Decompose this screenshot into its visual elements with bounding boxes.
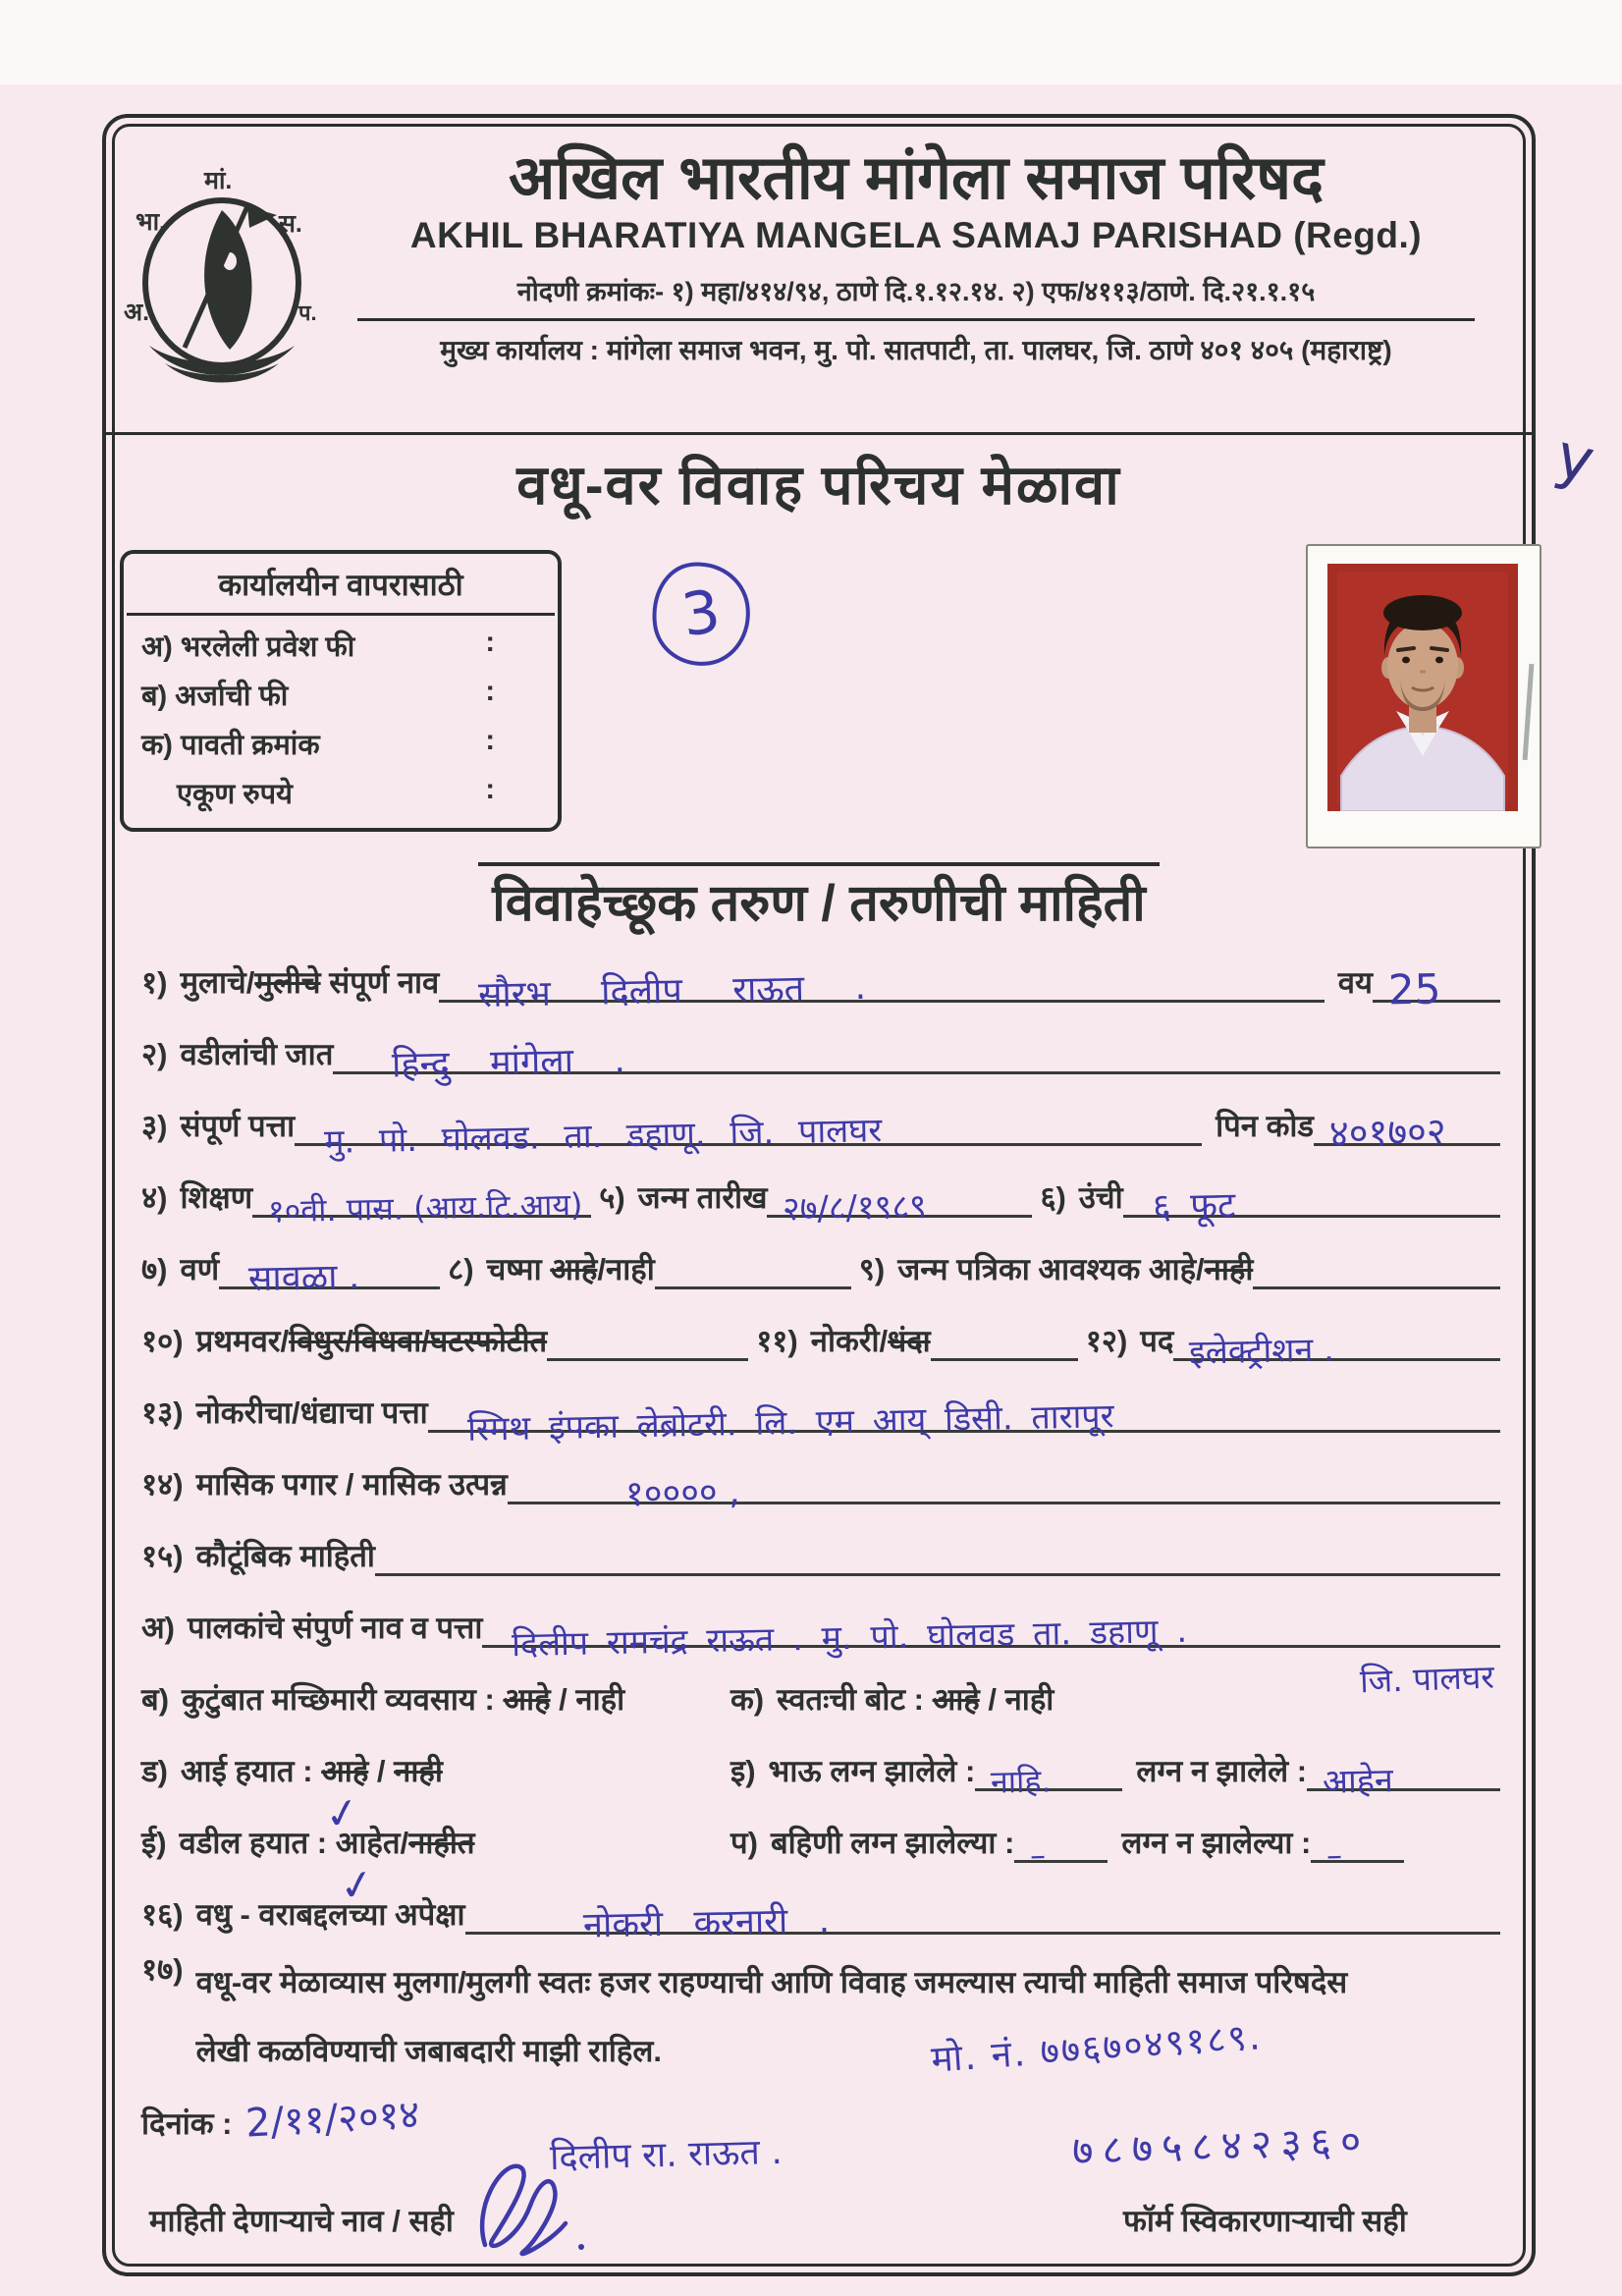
- applicant-photo: [1306, 544, 1541, 848]
- pincode-label: पिन कोड: [1216, 1109, 1314, 1143]
- logo-letter: मां.: [204, 167, 233, 194]
- checkmark-icon: ✓: [335, 1858, 378, 1912]
- field-number: १३): [141, 1395, 184, 1430]
- field-label: कौटूंबिक माहिती: [195, 1539, 375, 1573]
- field-sisters-married: [730, 1822, 1500, 1875]
- field-label: जन्म तारीख: [637, 1180, 768, 1215]
- logo-letter: स.: [279, 210, 302, 238]
- handwritten-work-address: स्मिथ इंपका लेब्रोटरी. लि. एम आय् डिसी. तारापूर: [466, 1396, 1114, 1449]
- field-label: जन्म पत्रिका आवश्यक आहे/नाही: [897, 1252, 1254, 1286]
- handwritten-informant-name: दिलीप रा. राऊत .: [549, 2131, 784, 2179]
- income-write-line: [508, 1471, 1500, 1515]
- office-use-title: कार्यालयीन वापरासाठी: [127, 554, 555, 616]
- struck-option: आहे: [321, 1754, 369, 1788]
- field-education-dob-height: [141, 1146, 1500, 1230]
- field-brothers-married: [730, 1750, 1500, 1802]
- colon: :: [485, 774, 495, 805]
- struck-option: आहे: [550, 1252, 598, 1286]
- sisters-married-line: [1014, 1835, 1108, 1875]
- date-label: दिनांक :: [141, 2106, 233, 2141]
- handwritten-answer: नाहि.: [990, 1762, 1053, 1801]
- pincode-write-line: [1314, 1109, 1500, 1156]
- field-number: १६): [141, 1897, 184, 1932]
- field-own-boat: [730, 1678, 1500, 1720]
- handwritten-answer: –: [1325, 1835, 1343, 1875]
- handwritten-caste: हिन्दु मांगेला .: [392, 1040, 626, 1086]
- margin-pen-mark: у: [1548, 418, 1601, 498]
- logo-letter: प.: [298, 301, 317, 325]
- field-label: लग्न न झालेले :: [1136, 1754, 1308, 1788]
- field-full-address: [141, 1074, 1500, 1162]
- struck-option: मुलीचे: [254, 965, 321, 1000]
- horoscope-write-line: [1253, 1283, 1500, 1289]
- struck-option: धंदा: [888, 1324, 931, 1358]
- field-number: १): [141, 965, 168, 1000]
- field-label: चष्मा आहे/नाही: [486, 1252, 655, 1286]
- field-fishing-business-boat: [141, 1648, 1500, 1720]
- field-number: ब): [141, 1682, 170, 1717]
- field-label: वधु - वराबद्दलच्या अपेक्षा: [195, 1897, 465, 1932]
- family-info-line: [375, 1569, 1500, 1576]
- field-label: आई हयात : आहे ✓ / नाही: [180, 1754, 443, 1840]
- head-office-address: मुख्य कार्यालय : मांगेला समाज भवन, मु. पो. सातपाटी, ता. पालघर, जि. ठाणे ४०१ ४०५ (महाराष्ट्र): [440, 335, 1392, 366]
- expectations-write-line: [465, 1900, 1500, 1946]
- handwritten-date: 2/११/२०१४: [244, 2092, 421, 2147]
- struck-option: आहे: [503, 1682, 551, 1717]
- field-full-name: [141, 931, 1500, 1016]
- handwritten-income: १०००० ,: [624, 1471, 740, 1515]
- handwritten-name: सौरभ दिलीप राऊत .: [477, 966, 867, 1016]
- handwritten-age: 25: [1387, 964, 1441, 1014]
- office-row-label: ब) अर्जाची फी: [141, 681, 289, 712]
- office-row-label: अ) भरलेली प्रवेश फी: [141, 631, 355, 663]
- struck-option: नाही: [394, 1754, 443, 1788]
- boat-fish-emblem-icon: [122, 163, 322, 387]
- field-number: क): [730, 1682, 765, 1717]
- signature: [456, 2147, 593, 2269]
- handwritten-post: इलेक्ट्रीशन .: [1188, 1330, 1335, 1373]
- form-border-frame: [102, 114, 1536, 2276]
- declaration-line2: लेखी कळविण्याची जबाबदारी माझी राहिल.: [195, 2034, 663, 2068]
- header-divider: [106, 432, 1532, 435]
- brothers-unmarried-line: [1307, 1761, 1500, 1802]
- post-write-line: [1173, 1330, 1500, 1373]
- field-label: पद: [1140, 1324, 1174, 1358]
- informant-sign-label: माहिती देणाऱ्याचे नाव / सही: [149, 2204, 454, 2238]
- field-number: ड): [141, 1754, 168, 1788]
- field-number: १४): [141, 1467, 184, 1502]
- field-label: संपूर्ण पत्ता: [180, 1109, 296, 1143]
- field-label: वडील हयात : आहेत ✓ /नाहीत: [179, 1826, 475, 1912]
- name-write-line: [439, 966, 1324, 1016]
- dob-write-line: [767, 1186, 1032, 1230]
- field-label: शिक्षण: [180, 1180, 253, 1215]
- office-use-box: [120, 550, 562, 832]
- handwritten-answer: आहेन: [1322, 1761, 1394, 1802]
- field-mother-alive-brothers: [141, 1720, 1500, 1840]
- handwritten-parents: दिलीप रामचंद्र राऊत . मु. पो. घोलवड ता. डहाणू .: [512, 1611, 1188, 1666]
- field-family-info: [141, 1504, 1500, 1576]
- date-field: [141, 2090, 421, 2147]
- field-label: मुलाचे/मुलीचे संपूर्ण नाव: [180, 965, 440, 1000]
- height-write-line: [1123, 1185, 1500, 1228]
- field-label: बहिणी लग्न झालेल्या :: [770, 1826, 1015, 1860]
- complexion-write-line: [219, 1256, 440, 1300]
- field-work-address: [141, 1361, 1500, 1449]
- field-number: प): [730, 1826, 758, 1860]
- office-row-application-fee: [124, 665, 558, 714]
- office-row-total-rupees: [124, 763, 558, 812]
- handwritten-dob: २७/८/१९८९: [783, 1186, 928, 1230]
- portrait-photo: [1327, 564, 1518, 811]
- checkmark-icon: ✓: [321, 1786, 364, 1840]
- field-number: ९): [858, 1252, 886, 1286]
- age-label: वय: [1337, 965, 1373, 1000]
- colon: :: [485, 725, 495, 756]
- colon: :: [485, 627, 495, 658]
- field-marital-status-job-post: [141, 1289, 1500, 1373]
- field-label: उंची: [1078, 1180, 1123, 1215]
- field-label: वडीलांची जात: [180, 1037, 334, 1071]
- field-label: मासिक पगार / मासिक उत्पन्न: [195, 1467, 508, 1502]
- field-label: कुटुंबात मच्छिमारी व्यवसाय : आहे / नाही: [182, 1682, 625, 1717]
- org-name-english: AKHIL BHARATIYA MANGELA SAMAJ PARISHAD (Regd.): [409, 215, 1423, 256]
- organization-logo: [122, 163, 322, 387]
- field-number: १५): [141, 1539, 184, 1573]
- sisters-unmarried-line: [1311, 1835, 1404, 1875]
- form-fields: [141, 931, 1500, 2086]
- office-row-label: एकूण रुपये: [177, 779, 293, 810]
- field-number: अ): [141, 1611, 176, 1645]
- handwritten-expectations: नोकरी करनारी .: [582, 1900, 831, 1946]
- field-number: ५): [599, 1180, 625, 1215]
- work-address-write-line: [428, 1396, 1500, 1449]
- job-write-line: [931, 1354, 1078, 1361]
- field-number: ८): [448, 1252, 474, 1286]
- logo-letter: अ.: [124, 299, 150, 326]
- colon: :: [485, 676, 495, 707]
- org-name-devanagari: अखिल भारतीय मांगेला समाज परिषद: [508, 144, 1324, 212]
- field-expectations: [141, 1863, 1500, 1946]
- field-number: २): [141, 1037, 168, 1071]
- glasses-write-line: [655, 1283, 851, 1289]
- field-number: १७): [141, 1952, 184, 1987]
- office-row-receipt-number: [124, 714, 558, 763]
- circled-serial-number: 3: [645, 556, 757, 673]
- field-father-caste: [141, 1003, 1500, 1086]
- logo-letter: भा.: [135, 208, 166, 236]
- declaration-line1: वधू-वर मेळाव्यास मुलगा/मुलगी स्वतः हजर राहण्याची आणि विवाह जमल्यास त्याची माहिती समाज परिषदेस: [195, 1965, 1348, 1999]
- field-monthly-income: [141, 1433, 1500, 1515]
- field-label: स्वतःची बोट : आहे / नाही: [777, 1682, 1054, 1717]
- field-label: लग्न न झालेल्या :: [1121, 1826, 1312, 1860]
- field-number: १०): [141, 1324, 184, 1358]
- struck-option: विधुर/विधवा/घटस्फोटीत: [289, 1324, 548, 1358]
- handwritten-pincode: ४०१७०२: [1328, 1109, 1447, 1156]
- field-number: ई): [141, 1826, 167, 1860]
- field-number: ११): [756, 1324, 798, 1358]
- field-number: ६): [1040, 1180, 1066, 1215]
- field-label: प्रथमवर/विधुर/विधवा/घटस्फोटीत: [195, 1324, 548, 1358]
- address-write-line: [295, 1111, 1202, 1162]
- brothers-married-line: [975, 1762, 1122, 1801]
- handwritten-complexion: सावळा .: [247, 1256, 360, 1300]
- struck-option: आहे: [932, 1682, 980, 1717]
- office-row-label: क) पावती क्रमांक: [141, 730, 320, 761]
- scan-margin: [0, 0, 1622, 84]
- handwritten-education: १०वी. पास. (आय.टि.आय): [267, 1185, 583, 1230]
- field-label: पालकांचे संपुर्ण नाव व पत्ता: [188, 1611, 483, 1645]
- section-title: [106, 862, 1532, 936]
- form-title: वधू-वर विवाह परिचय मेळावा: [516, 454, 1121, 516]
- handwritten-answer: –: [1029, 1835, 1047, 1875]
- section-title-text: विवाहेच्छूक तरुण / तरुणीची माहिती: [478, 862, 1160, 936]
- field-number: ७): [141, 1252, 168, 1286]
- receiver-sign-label: फॉर्म स्विकारणाऱ्याची सही: [1123, 2204, 1407, 2238]
- field-number: ४): [141, 1180, 168, 1215]
- header: [334, 143, 1498, 374]
- field-label: वर्ण: [180, 1252, 220, 1286]
- field-father-alive-sisters: [141, 1791, 1500, 1912]
- age-write-line: [1373, 964, 1500, 1014]
- struck-option: नाही: [1204, 1252, 1254, 1286]
- field-number: इ): [730, 1754, 756, 1788]
- handwritten-parents-district: जि. पालघर: [1359, 1657, 1495, 1701]
- handwritten-mobile-1: मो. नं. ७७६७०४९१८९.: [930, 2015, 1264, 2081]
- handwritten-mobile-2: ७८७५८४२३६०: [1071, 2116, 1371, 2175]
- handwritten-height: ६ फूट: [1152, 1185, 1236, 1228]
- signature-scribble-icon: [456, 2147, 593, 2265]
- field-number: ३): [141, 1109, 168, 1143]
- field-label: भाऊ लग्न झालेले :: [768, 1754, 976, 1788]
- caste-write-line: [333, 1040, 1500, 1086]
- education-write-line: [252, 1185, 591, 1230]
- photo-scratch-mark: [1523, 664, 1535, 760]
- field-complexion-glasses-horoscope: [141, 1218, 1500, 1300]
- handwritten-address: मु. पो. घोलवड. ता. डहाणू. जि. पालघर: [323, 1111, 883, 1162]
- marital-write-line: [547, 1354, 748, 1361]
- struck-option: नाहीत: [408, 1826, 475, 1860]
- field-label: नोकरी/धंदा: [810, 1324, 931, 1358]
- field-label: नोकरीचा/धंद्याचा पत्ता: [195, 1395, 428, 1430]
- field-number: १२): [1085, 1324, 1128, 1358]
- field-declaration: [141, 1948, 1500, 2086]
- office-row-entry-fee: [124, 616, 558, 665]
- registration-numbers: नोदणी क्रमांकः- १) महा/४१४/९४, ठाणे दि.१.१२.१४. २) एफ/४११३/ठाणे. दि.२१.१.१५: [357, 266, 1476, 321]
